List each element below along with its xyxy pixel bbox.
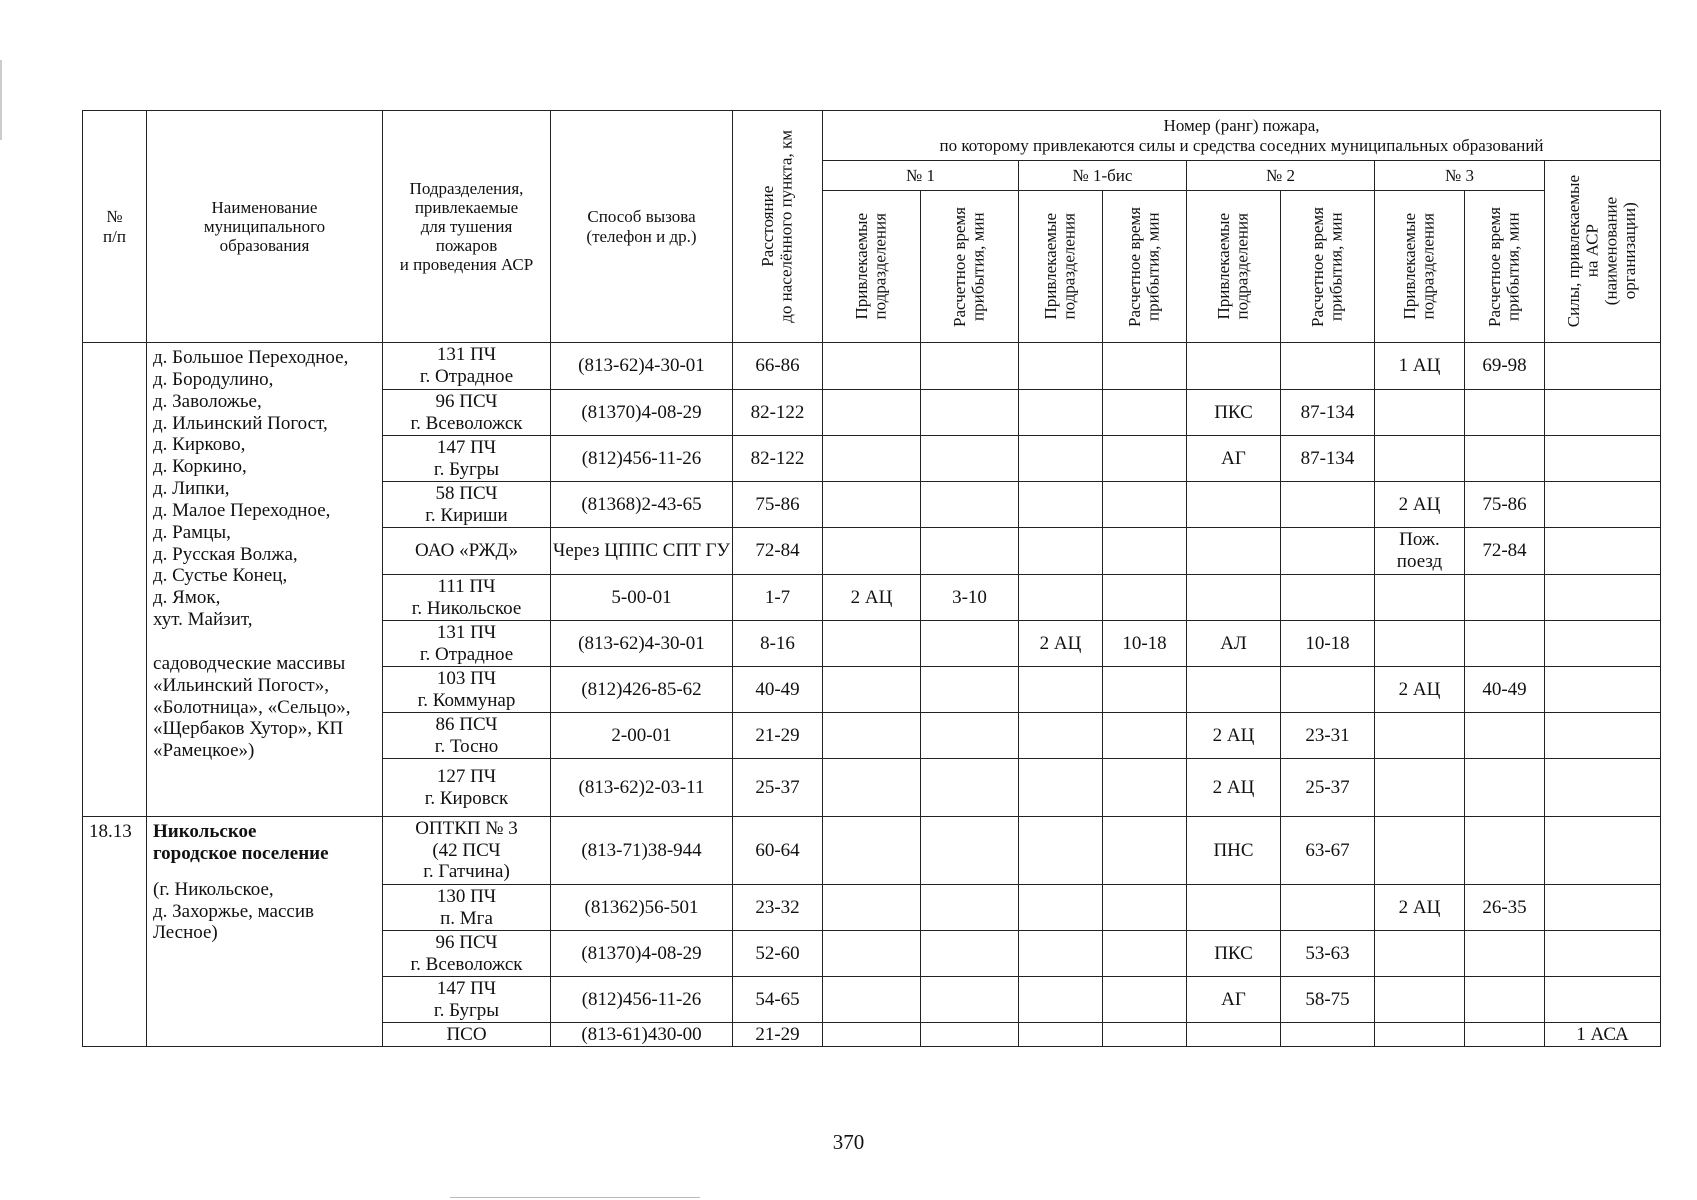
- unit-cell: [383, 1023, 551, 1047]
- rank3-time-cell: [1465, 713, 1545, 759]
- rank2-units-cell: [1187, 817, 1281, 885]
- rank1-units-cell: [823, 977, 921, 1023]
- unit-cell-text: 127 ПЧ г. Кировск: [424, 765, 509, 809]
- rank1bis-units-cell: [1019, 482, 1103, 528]
- rank1bis-units-cell: [1019, 885, 1103, 931]
- rank3-time-cell: [1465, 817, 1545, 885]
- distance-cell: [733, 436, 823, 482]
- distance-cell-text: 1-7: [764, 586, 791, 608]
- rank1bis-time-cell: [1103, 436, 1187, 482]
- rank2-units-cell: [1187, 528, 1281, 575]
- distance-cell: [733, 528, 823, 575]
- unit-cell-text: 103 ПЧ г. Коммунар: [417, 667, 516, 711]
- unit-cell-text: 131 ПЧ г. Отрадное: [419, 621, 514, 665]
- distance-cell-text: 40-49: [755, 678, 800, 700]
- rank2-units-cell-text: ПКС: [1214, 401, 1253, 423]
- rank2-time-cell-text: 10-18: [1305, 632, 1350, 654]
- distance-cell-text: 8-16: [760, 632, 795, 654]
- rank1bis-time-cell: [1103, 482, 1187, 528]
- header-rank3-time: Расчетное время прибытия, мин: [1465, 191, 1545, 343]
- rank1-time-cell: [921, 713, 1019, 759]
- distance-cell-text: 60-64: [755, 839, 800, 861]
- rank3-time-cell: [1465, 931, 1545, 977]
- rank3-time-cell: [1465, 343, 1545, 390]
- header-rank2-units: Привлекаемые подразделения: [1187, 191, 1281, 343]
- rank1bis-time-cell: [1103, 390, 1187, 436]
- rank2-time-cell: [1281, 621, 1375, 667]
- rank1-time-cell: [921, 482, 1019, 528]
- municipality-name: [147, 817, 383, 1047]
- unit-cell-text: ОПТКП № 3 (42 ПСЧ г. Гатчина): [415, 817, 518, 883]
- municipality-name: [147, 343, 383, 817]
- rank2-units-cell: [1187, 667, 1281, 713]
- table-row: [83, 817, 1661, 885]
- call-method-cell-text: (81362)56-501: [584, 896, 699, 918]
- header-call: Способ вызова (телефон и др.): [551, 111, 733, 343]
- rank1bis-units-cell: [1019, 390, 1103, 436]
- unit-cell: [383, 575, 551, 621]
- rank3-time-cell: [1465, 436, 1545, 482]
- unit-cell: [383, 931, 551, 977]
- unit-cell-text: 86 ПСЧ г. Тосно: [434, 713, 499, 757]
- asr-forces-cell: [1545, 575, 1661, 621]
- rank3-units-cell: [1375, 390, 1465, 436]
- call-method-cell-text: 5-00-01: [611, 586, 672, 608]
- rank3-time-cell: [1465, 482, 1545, 528]
- header-rank1-units: Привлекаемые подразделения: [823, 191, 921, 343]
- rank2-units-cell: [1187, 482, 1281, 528]
- asr-forces-cell: [1545, 1023, 1661, 1047]
- distance-cell-text: 52-60: [755, 942, 800, 964]
- rank2-time-cell: [1281, 977, 1375, 1023]
- asr-forces-cell: [1545, 759, 1661, 817]
- distance-cell: [733, 482, 823, 528]
- rank3-units-cell-text: 2 АЦ: [1398, 896, 1441, 918]
- call-method-cell: [551, 817, 733, 885]
- rank1bis-time-cell: [1103, 977, 1187, 1023]
- unit-cell: [383, 713, 551, 759]
- rank2-time-cell: [1281, 528, 1375, 575]
- rank3-units-cell: [1375, 759, 1465, 817]
- header-rank1bis-units: Привлекаемые подразделения: [1019, 191, 1103, 343]
- rank3-units-cell: [1375, 575, 1465, 621]
- header-rank-3: № 3: [1375, 161, 1545, 191]
- rank1bis-time-cell: [1103, 885, 1187, 931]
- rank3-time-cell: [1465, 575, 1545, 621]
- rank1-units-cell: [823, 1023, 921, 1047]
- unit-cell: [383, 885, 551, 931]
- rank1bis-units-cell: [1019, 667, 1103, 713]
- rank1bis-time-cell: [1103, 817, 1187, 885]
- rank3-time-cell: [1465, 1023, 1545, 1047]
- call-method-cell: [551, 713, 733, 759]
- call-method-cell: [551, 575, 733, 621]
- call-method-cell-text: 2-00-01: [611, 724, 672, 746]
- rank2-time-cell: [1281, 713, 1375, 759]
- distance-cell-text: 21-29: [755, 724, 800, 746]
- rank2-units-cell: [1187, 977, 1281, 1023]
- asr-forces-cell: [1545, 436, 1661, 482]
- distance-cell: [733, 1023, 823, 1047]
- rank1-time-cell: [921, 885, 1019, 931]
- asr-forces-cell: [1545, 528, 1661, 575]
- distance-cell: [733, 667, 823, 713]
- rank1bis-units-cell-text: 2 АЦ: [1039, 632, 1082, 654]
- rank1bis-time-cell: [1103, 621, 1187, 667]
- rank2-units-cell: [1187, 1023, 1281, 1047]
- municipality-name-text: д. Большое Переходное, д. Бородулино, д. Заволожье, д. Ильинский Погост, д. Кирково, д. Коркино, д. Липки, д. Малое Переходное, д. Рамцы, д. Русская Волжа, д. Сустье Конец, д. Ямок, хут. Майзит, садоводческие массивы «Ильинский Погост», «Болотница», «Сельцо», «Щербаков Хутор», КП «Рамецкое»): [153, 347, 351, 762]
- rank3-units-cell: [1375, 482, 1465, 528]
- rank3-time-cell-text: 40-49: [1482, 678, 1527, 700]
- unit-cell-text: 111 ПЧ г. Никольское: [411, 575, 522, 619]
- distance-cell-text: 72-84: [755, 540, 800, 562]
- rank2-time-cell: [1281, 885, 1375, 931]
- unit-cell: [383, 390, 551, 436]
- distance-cell-text: 23-32: [755, 896, 800, 918]
- rank3-units-cell-text: 1 АЦ: [1398, 355, 1441, 377]
- asr-forces-cell: [1545, 713, 1661, 759]
- call-method-cell: [551, 621, 733, 667]
- rank1bis-time-cell: [1103, 713, 1187, 759]
- call-method-cell: [551, 343, 733, 390]
- rank1-units-cell: [823, 390, 921, 436]
- asr-forces-cell: [1545, 885, 1661, 931]
- header-distance: Расстояние до населённого пункта, км: [733, 111, 823, 343]
- rank1-time-cell: [921, 528, 1019, 575]
- rank2-time-cell-text: 63-67: [1305, 839, 1350, 861]
- call-method-cell: [551, 977, 733, 1023]
- rank1-units-cell: [823, 667, 921, 713]
- rank3-units-cell: [1375, 713, 1465, 759]
- rank2-time-cell: [1281, 1023, 1375, 1047]
- rank3-time-cell: [1465, 759, 1545, 817]
- rank1bis-time-cell: [1103, 759, 1187, 817]
- rank1-time-cell: [921, 1023, 1019, 1047]
- rank3-units-cell-text: 2 АЦ: [1398, 678, 1441, 700]
- distance-cell: [733, 621, 823, 667]
- rank3-time-cell-text: 72-84: [1482, 540, 1527, 562]
- unit-cell-text: ПСО: [446, 1023, 487, 1045]
- rank2-units-cell: [1187, 621, 1281, 667]
- unit-cell-text: 96 ПСЧ г. Всеволожск: [410, 390, 523, 434]
- distance-cell: [733, 817, 823, 885]
- call-method-cell-text: (81370)4-08-29: [581, 401, 702, 423]
- rank1bis-time-cell: [1103, 667, 1187, 713]
- rank2-units-cell-text: 2 АЦ: [1212, 776, 1255, 798]
- rank1bis-units-cell: [1019, 977, 1103, 1023]
- unit-cell-text: ОАО «РЖД»: [415, 540, 518, 562]
- rank1bis-units-cell: [1019, 436, 1103, 482]
- unit-cell: [383, 343, 551, 390]
- rank1-units-cell: [823, 436, 921, 482]
- distance-cell: [733, 343, 823, 390]
- rank2-time-cell-text: 23-31: [1305, 724, 1350, 746]
- call-method-cell: [551, 436, 733, 482]
- rank2-time-cell: [1281, 436, 1375, 482]
- call-method-cell: [551, 759, 733, 817]
- distance-cell-text: 54-65: [755, 988, 800, 1010]
- rank2-units-cell: [1187, 713, 1281, 759]
- unit-cell: [383, 621, 551, 667]
- unit-cell-text: 131 ПЧ г. Отрадное: [419, 344, 514, 387]
- rank3-units-cell: [1375, 1023, 1465, 1047]
- rank3-units-cell: [1375, 343, 1465, 390]
- unit-cell: [383, 528, 551, 575]
- rank2-time-cell-text: 25-37: [1305, 776, 1350, 798]
- rank1bis-units-cell: [1019, 621, 1103, 667]
- rank1-time-cell: [921, 759, 1019, 817]
- rank2-time-cell: [1281, 931, 1375, 977]
- rank1-units-cell: [823, 343, 921, 390]
- header-units: Подразделения, привлекаемые для тушения пожаров и проведения АСР: [383, 111, 551, 343]
- rank2-units-cell: [1187, 931, 1281, 977]
- asr-forces-cell: [1545, 482, 1661, 528]
- header-fire-rank-group: Номер (ранг) пожара, по которому привлекаются силы и средства соседних муниципальных образований: [823, 111, 1661, 161]
- distance-cell-text: 75-86: [755, 493, 800, 515]
- rank1-time-cell: [921, 436, 1019, 482]
- rank1-time-cell: [921, 667, 1019, 713]
- rank1bis-time-cell: [1103, 528, 1187, 575]
- header-rank-1bis: № 1-бис: [1019, 161, 1187, 191]
- table-header: [83, 111, 1661, 343]
- rank3-time-cell: [1465, 977, 1545, 1023]
- call-method-cell-text: (812)456-11-26: [581, 447, 702, 469]
- rank3-units-cell: [1375, 931, 1465, 977]
- rank1-time-cell: [921, 390, 1019, 436]
- rank2-units-cell-text: ПНС: [1213, 839, 1254, 861]
- call-method-cell-text: (81368)2-43-65: [581, 493, 702, 515]
- rank3-units-cell: [1375, 436, 1465, 482]
- rank1-units-cell-text: 2 АЦ: [850, 586, 893, 608]
- municipality-localities: (г. Никольское, д. Захоржье, массив Лесное): [153, 878, 314, 944]
- table-body: [83, 343, 1661, 1047]
- header-name: Наименование муниципального образования: [147, 111, 383, 343]
- header-rank-1: № 1: [823, 161, 1019, 191]
- unit-cell-text: 96 ПСЧ г. Всеволожск: [410, 931, 523, 975]
- rank1-units-cell: [823, 621, 921, 667]
- row-number: [83, 817, 147, 1047]
- rank1bis-units-cell: [1019, 1023, 1103, 1047]
- rank1-time-cell: [921, 621, 1019, 667]
- asr-forces-cell: [1545, 817, 1661, 885]
- scan-artifact-line: [450, 1197, 700, 1198]
- rank2-time-cell: [1281, 482, 1375, 528]
- header-rank-2: № 2: [1187, 161, 1375, 191]
- fire-forces-table: [82, 110, 1661, 1047]
- rank3-time-cell-text: 69-98: [1482, 355, 1527, 377]
- rank2-time-cell: [1281, 817, 1375, 885]
- rank2-units-cell: [1187, 759, 1281, 817]
- rank1bis-time-cell: [1103, 343, 1187, 390]
- rank2-time-cell: [1281, 343, 1375, 390]
- rank1bis-time-cell: [1103, 575, 1187, 621]
- rank1bis-time-cell: [1103, 931, 1187, 977]
- distance-cell-text: 82-122: [750, 447, 805, 469]
- distance-cell-text: 25-37: [755, 776, 800, 798]
- rank2-units-cell: [1187, 575, 1281, 621]
- rank1-units-cell: [823, 885, 921, 931]
- distance-cell-text: 66-86: [755, 355, 800, 377]
- distance-cell-text: 21-29: [755, 1023, 800, 1045]
- call-method-cell: [551, 885, 733, 931]
- rank1-time-cell: [921, 931, 1019, 977]
- rank1-time-cell: [921, 817, 1019, 885]
- call-method-cell: [551, 1023, 733, 1047]
- call-method-cell: [551, 482, 733, 528]
- asr-forces-cell: [1545, 977, 1661, 1023]
- rank3-time-cell: [1465, 528, 1545, 575]
- distance-cell: [733, 575, 823, 621]
- distance-cell: [733, 713, 823, 759]
- rank1-units-cell: [823, 482, 921, 528]
- rank1-units-cell: [823, 575, 921, 621]
- rank3-time-cell: [1465, 390, 1545, 436]
- distance-cell: [733, 390, 823, 436]
- distance-cell: [733, 759, 823, 817]
- unit-cell-text: 147 ПЧ г. Бугры: [433, 436, 500, 480]
- rank3-units-cell: [1375, 528, 1465, 575]
- rank3-time-cell-text: 26-35: [1482, 896, 1527, 918]
- rank1bis-time-cell-text: 10-18: [1122, 632, 1167, 654]
- rank2-time-cell: [1281, 390, 1375, 436]
- municipality-title: Никольское городское поселение: [153, 821, 329, 864]
- rank2-units-cell: [1187, 885, 1281, 931]
- table-row: [83, 343, 1661, 390]
- call-method-cell-text: (813-62)4-30-01: [578, 632, 705, 654]
- distance-cell-text: 82-122: [750, 401, 805, 423]
- header-asr-forces: Силы, привлекаемые на АСР (наименование организации): [1545, 161, 1661, 343]
- rank1bis-units-cell: [1019, 931, 1103, 977]
- header-rank1-time: Расчетное время прибытия, мин: [921, 191, 1019, 343]
- call-method-cell-text: (81370)4-08-29: [581, 942, 702, 964]
- unit-cell: [383, 817, 551, 885]
- rank2-time-cell-text: 87-134: [1300, 447, 1355, 469]
- rank1-units-cell: [823, 931, 921, 977]
- rank2-units-cell-text: АЛ: [1220, 632, 1247, 654]
- header-rank2-time: Расчетное время прибытия, мин: [1281, 191, 1375, 343]
- rank2-units-cell-text: ПКС: [1214, 942, 1253, 964]
- rank2-time-cell-text: 53-63: [1305, 942, 1350, 964]
- rank1-units-cell: [823, 713, 921, 759]
- unit-cell: [383, 436, 551, 482]
- rank1-time-cell-text: 3-10: [952, 586, 987, 608]
- rank3-units-cell: [1375, 667, 1465, 713]
- rank2-units-cell-text: 2 АЦ: [1212, 724, 1255, 746]
- rank1bis-units-cell: [1019, 759, 1103, 817]
- call-method-cell-text: (813-62)2-03-11: [578, 776, 705, 798]
- unit-cell-text: 130 ПЧ п. Мга: [436, 885, 497, 929]
- rank2-time-cell: [1281, 667, 1375, 713]
- rank2-time-cell-text: 87-134: [1300, 401, 1355, 423]
- asr-forces-cell: [1545, 667, 1661, 713]
- header-rank3-units: Привлекаемые подразделения: [1375, 191, 1465, 343]
- rank3-time-cell: [1465, 667, 1545, 713]
- rank3-time-cell: [1465, 621, 1545, 667]
- rank1bis-units-cell: [1019, 528, 1103, 575]
- call-method-cell-text: (812)426-85-62: [581, 678, 702, 700]
- call-method-cell: [551, 667, 733, 713]
- distance-cell: [733, 977, 823, 1023]
- scan-edge-mark: [0, 60, 2, 140]
- rank2-units-cell-text: АГ: [1221, 988, 1246, 1010]
- asr-forces-cell: [1545, 343, 1661, 390]
- row-number-text: 18.13: [89, 821, 132, 842]
- rank2-time-cell-text: 58-75: [1305, 988, 1350, 1010]
- rank3-time-cell-text: 75-86: [1482, 493, 1527, 515]
- rank3-units-cell: [1375, 817, 1465, 885]
- call-method-cell-text: Через ЦППС СПТ ГУ: [553, 540, 730, 562]
- row-number: [83, 343, 147, 817]
- rank1bis-time-cell: [1103, 1023, 1187, 1047]
- rank1-time-cell: [921, 977, 1019, 1023]
- rank2-units-cell-text: АГ: [1221, 447, 1246, 469]
- rank2-time-cell: [1281, 575, 1375, 621]
- rank1bis-units-cell: [1019, 713, 1103, 759]
- unit-cell-text: 58 ПСЧ г. Кириши: [425, 482, 508, 526]
- unit-cell: [383, 667, 551, 713]
- rank1-time-cell: [921, 575, 1019, 621]
- asr-forces-cell: [1545, 931, 1661, 977]
- unit-cell: [383, 977, 551, 1023]
- asr-forces-cell-text: 1 АСА: [1576, 1023, 1629, 1045]
- call-method-cell-text: (813-62)4-30-01: [578, 355, 705, 377]
- page-number: 370: [832, 1130, 865, 1154]
- call-method-cell: [551, 931, 733, 977]
- call-method-cell: [551, 528, 733, 575]
- asr-forces-cell: [1545, 621, 1661, 667]
- rank1-time-cell: [921, 343, 1019, 390]
- unit-cell: [383, 482, 551, 528]
- rank2-units-cell: [1187, 343, 1281, 390]
- asr-forces-cell: [1545, 390, 1661, 436]
- rank3-time-cell: [1465, 885, 1545, 931]
- rank2-units-cell: [1187, 436, 1281, 482]
- call-method-cell-text: (812)456-11-26: [581, 988, 702, 1010]
- rank1-units-cell: [823, 528, 921, 575]
- rank3-units-cell: [1375, 977, 1465, 1023]
- rank3-units-cell-text: Пож. поезд: [1396, 529, 1443, 572]
- distance-cell: [733, 885, 823, 931]
- rank2-units-cell: [1187, 390, 1281, 436]
- rank3-units-cell: [1375, 621, 1465, 667]
- rank1bis-units-cell: [1019, 343, 1103, 390]
- call-method-cell-text: (813-71)38-944: [581, 839, 702, 861]
- rank3-units-cell-text: 2 АЦ: [1398, 493, 1441, 515]
- rank1bis-units-cell: [1019, 817, 1103, 885]
- call-method-cell: [551, 390, 733, 436]
- rank2-time-cell: [1281, 759, 1375, 817]
- header-rank1bis-time: Расчетное время прибытия, мин: [1103, 191, 1187, 343]
- rank3-units-cell: [1375, 885, 1465, 931]
- rank1-units-cell: [823, 817, 921, 885]
- rank1-units-cell: [823, 759, 921, 817]
- unit-cell: [383, 759, 551, 817]
- rank1bis-units-cell: [1019, 575, 1103, 621]
- unit-cell-text: 147 ПЧ г. Бугры: [433, 977, 500, 1021]
- distance-cell: [733, 931, 823, 977]
- call-method-cell-text: (813-61)430-00: [581, 1023, 702, 1045]
- header-no: № п/п: [83, 111, 147, 343]
